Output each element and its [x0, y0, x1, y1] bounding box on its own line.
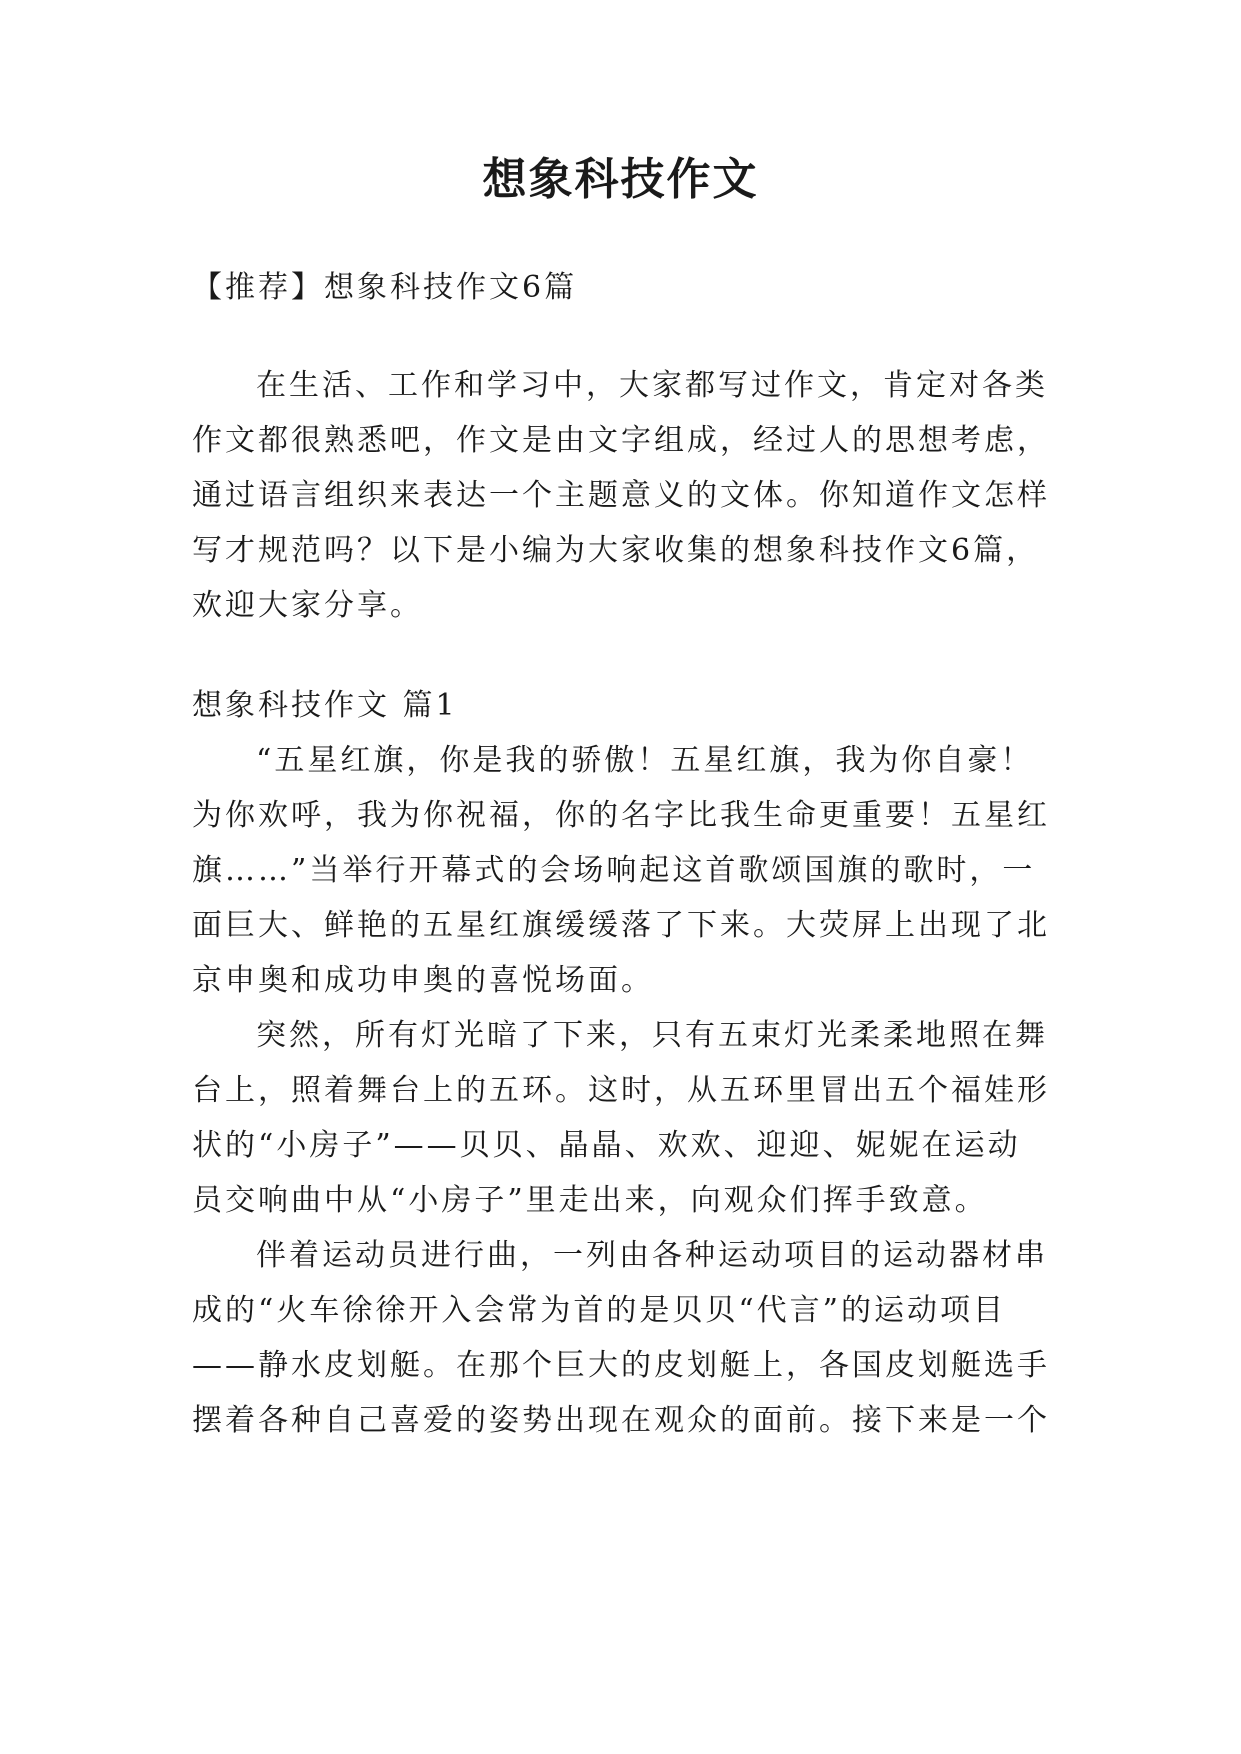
paragraph-line: ——静水皮划艇。在那个巨大的皮划艇上，各国皮划艇选手	[192, 1348, 1050, 1383]
paragraph-line: “五星红旗，你是我的骄傲！五星红旗，我为你自豪！	[256, 743, 1034, 778]
document-subtitle: 【推荐】想象科技作文6篇	[192, 270, 578, 305]
intro-line: 作文都很熟悉吧，作文是由文字组成，经过人的思想考虑，	[192, 423, 1050, 458]
paragraph-line: 旗……”当举行开幕式的会场响起这首歌颂国旗的歌时，一	[192, 853, 1036, 888]
intro-line: 写才规范吗？以下是小编为大家收集的想象科技作文6篇，	[192, 533, 1040, 568]
intro-line: 欢迎大家分享。	[192, 588, 423, 623]
intro-line: 通过语言组织来表达一个主题意义的文体。你知道作文怎样	[192, 478, 1050, 513]
document-title: 想象科技作文	[482, 154, 759, 205]
paragraph-line: 员交响曲中从“小房子”里走出来，向观众们挥手致意。	[192, 1183, 988, 1218]
paragraph-line: 台上，照着舞台上的五环。这时，从五环里冒出五个福娃形	[192, 1073, 1050, 1108]
paragraph-line: 摆着各种自己喜爱的姿势出现在观众的面前。接下来是一个	[192, 1403, 1050, 1438]
intro-line: 在生活、工作和学习中，大家都写过作文，肯定对各类	[256, 368, 1048, 403]
paragraph-line: 成的“火车徐徐开入会常为首的是贝贝“代言”的运动项目	[192, 1293, 1007, 1328]
paragraph-line: 面巨大、鲜艳的五星红旗缓缓落了下来。大荧屏上出现了北	[192, 908, 1050, 943]
section-heading: 想象科技作文 篇1	[192, 688, 458, 723]
paragraph-line: 为你欢呼，我为你祝福，你的名字比我生命更重要！五星红	[192, 798, 1050, 833]
paragraph-line: 伴着运动员进行曲，一列由各种运动项目的运动器材串	[256, 1238, 1048, 1273]
paragraph-line: 京申奥和成功申奥的喜悦场面。	[192, 963, 654, 998]
paragraph-line: 突然，所有灯光暗了下来，只有五束灯光柔柔地照在舞	[256, 1018, 1048, 1053]
paragraph-line: 状的“小房子”——贝贝、晶晶、欢欢、迎迎、妮妮在运动	[192, 1128, 1021, 1163]
